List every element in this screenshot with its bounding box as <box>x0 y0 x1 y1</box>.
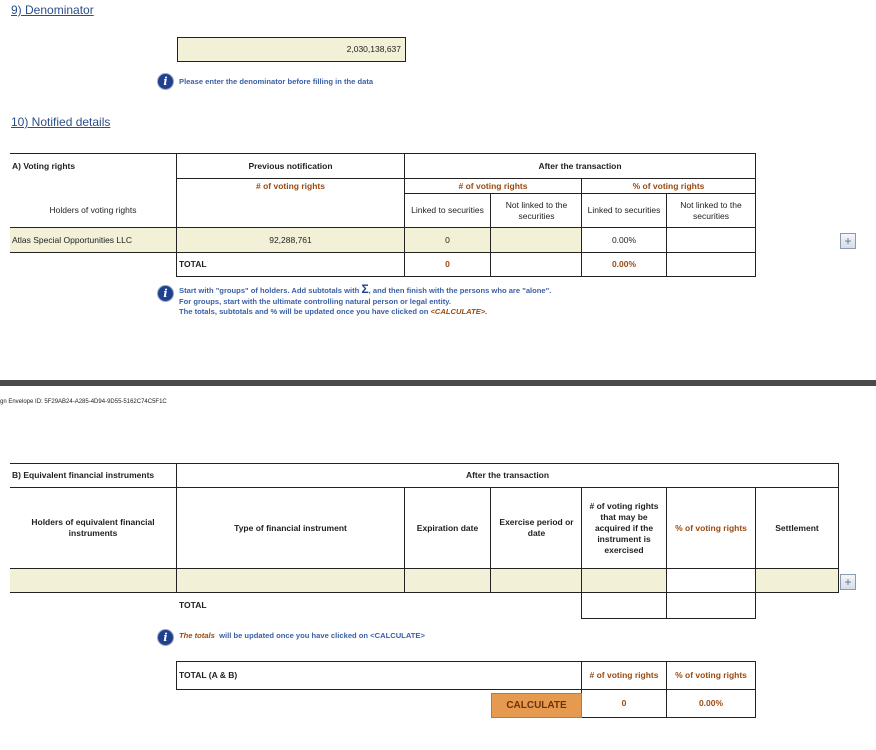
grand-total-num: 0 <box>621 698 627 708</box>
sigma-icon: Σ <box>361 282 369 296</box>
info-icon: i <box>158 74 173 89</box>
grand-total-pct: 0.00% <box>698 698 724 708</box>
voting-note-line3b: <CALCULATE>. <box>430 307 488 316</box>
voting-note-line2: For groups, start with the ultimate controlling natural person or legal entity. <box>179 297 451 306</box>
col-not-linked-to-securities-pct: Not linked to the securities <box>680 199 742 221</box>
col-linked-to-securities-pct: Linked to securities <box>587 205 661 215</box>
calculate-button[interactable]: CALCULATE <box>491 693 582 718</box>
voting-total-pct: 0.00% <box>611 259 637 269</box>
denominator-value: 2,030,138,637 <box>346 44 401 54</box>
col-voting-rights-acquired: # of voting rights that may be acquired if the instrument is exercised <box>589 500 659 555</box>
subheader-num-voting-rights: # of voting rights <box>458 180 528 191</box>
add-holder-row-button[interactable] <box>840 233 856 249</box>
add-instrument-row-button[interactable] <box>840 574 856 590</box>
col-linked-to-securities: Linked to securities <box>411 205 484 215</box>
instruments-total-pct <box>667 593 755 618</box>
voting-note-line3a: The totals, subtotals and % will be updated once you have clicked on <box>179 307 429 316</box>
col-exercise-period: Exercise period or date <box>499 517 574 538</box>
info-icon: i <box>158 286 173 301</box>
col-expiration-date: Expiration date <box>416 522 479 533</box>
col-holders-of-voting-rights: Holders of voting rights <box>49 205 137 215</box>
not-linked-securities-input[interactable] <box>491 228 582 252</box>
header-after-transaction: After the transaction <box>538 160 622 171</box>
header-equivalent-instruments: B) Equivalent financial instruments <box>12 470 155 480</box>
col-holders-equivalent: Holders of equivalent financial instruments <box>31 517 155 538</box>
notified-details-title: 10) Notified details <box>11 115 111 129</box>
grand-col-num: # of voting rights <box>589 670 659 680</box>
plus-icon: + <box>844 575 852 589</box>
header-previous-notification: Previous notification <box>248 160 333 171</box>
denominator-title: 9) Denominator <box>11 3 94 17</box>
instruments-note-rest: will be updated once you have clicked on <CALCULATE> <box>219 631 425 640</box>
envelope-id: gn Envelope ID: 5F29AB24-A285-4D94-9D55-5162C74C5F1C <box>0 399 167 405</box>
header-voting-rights: A) Voting rights <box>12 160 76 171</box>
header-after-transaction-b: After the transaction <box>465 470 550 480</box>
subheader-prev-voting-rights: # of voting rights <box>256 180 325 191</box>
denominator-note: Please enter the denominator before filling in the data <box>179 77 374 86</box>
subheader-pct-voting-rights: % of voting rights <box>632 180 705 191</box>
linked-securities-pct: 0.00% <box>611 234 637 245</box>
voting-note-line3 <box>179 307 487 317</box>
instrument-type-input[interactable] <box>177 569 404 592</box>
col-pct-voting-rights-b: % of voting rights <box>675 522 747 533</box>
not-linked-securities-pct <box>667 228 755 252</box>
col-settlement: Settlement <box>775 522 819 533</box>
settlement-input[interactable] <box>756 569 838 592</box>
grand-col-pct: % of voting rights <box>675 670 747 680</box>
plus-icon: + <box>844 234 852 248</box>
holder-name-input[interactable]: Atlas Special Opportunities LLC <box>10 228 176 252</box>
instruments-note <box>179 631 425 641</box>
denominator-input[interactable] <box>177 37 406 62</box>
col-type-of-instrument: Type of financial instrument <box>234 522 347 533</box>
info-icon: i <box>158 630 173 645</box>
instruments-total-label: TOTAL <box>179 600 207 610</box>
exercise-period-input[interactable] <box>491 569 582 592</box>
voting-note-line1 <box>179 284 551 296</box>
voting-note-line1a: Start with "groups" of holders. Add subtotals with <box>179 286 360 295</box>
voting-total-label: TOTAL <box>179 259 207 269</box>
pct-voting-rights-b-cell <box>667 569 755 592</box>
page-separator <box>0 380 876 386</box>
voting-total-num: 0 <box>445 259 450 269</box>
col-not-linked-to-securities: Not linked to the securities <box>505 199 568 221</box>
linked-securities-input[interactable]: 0 <box>405 228 490 252</box>
grand-total-label: TOTAL (A & B) <box>179 670 238 680</box>
previous-voting-rights-input[interactable]: 92,288,761 <box>177 228 404 252</box>
instruments-total-num <box>582 593 666 618</box>
expiration-date-input[interactable] <box>405 569 490 592</box>
voting-rights-acquired-input[interactable] <box>582 569 666 592</box>
voting-note-line1b: , and then finish with the persons who are "alone". <box>368 286 552 295</box>
instrument-holder-input[interactable] <box>10 569 176 592</box>
instruments-note-emph: The totals <box>179 631 215 640</box>
